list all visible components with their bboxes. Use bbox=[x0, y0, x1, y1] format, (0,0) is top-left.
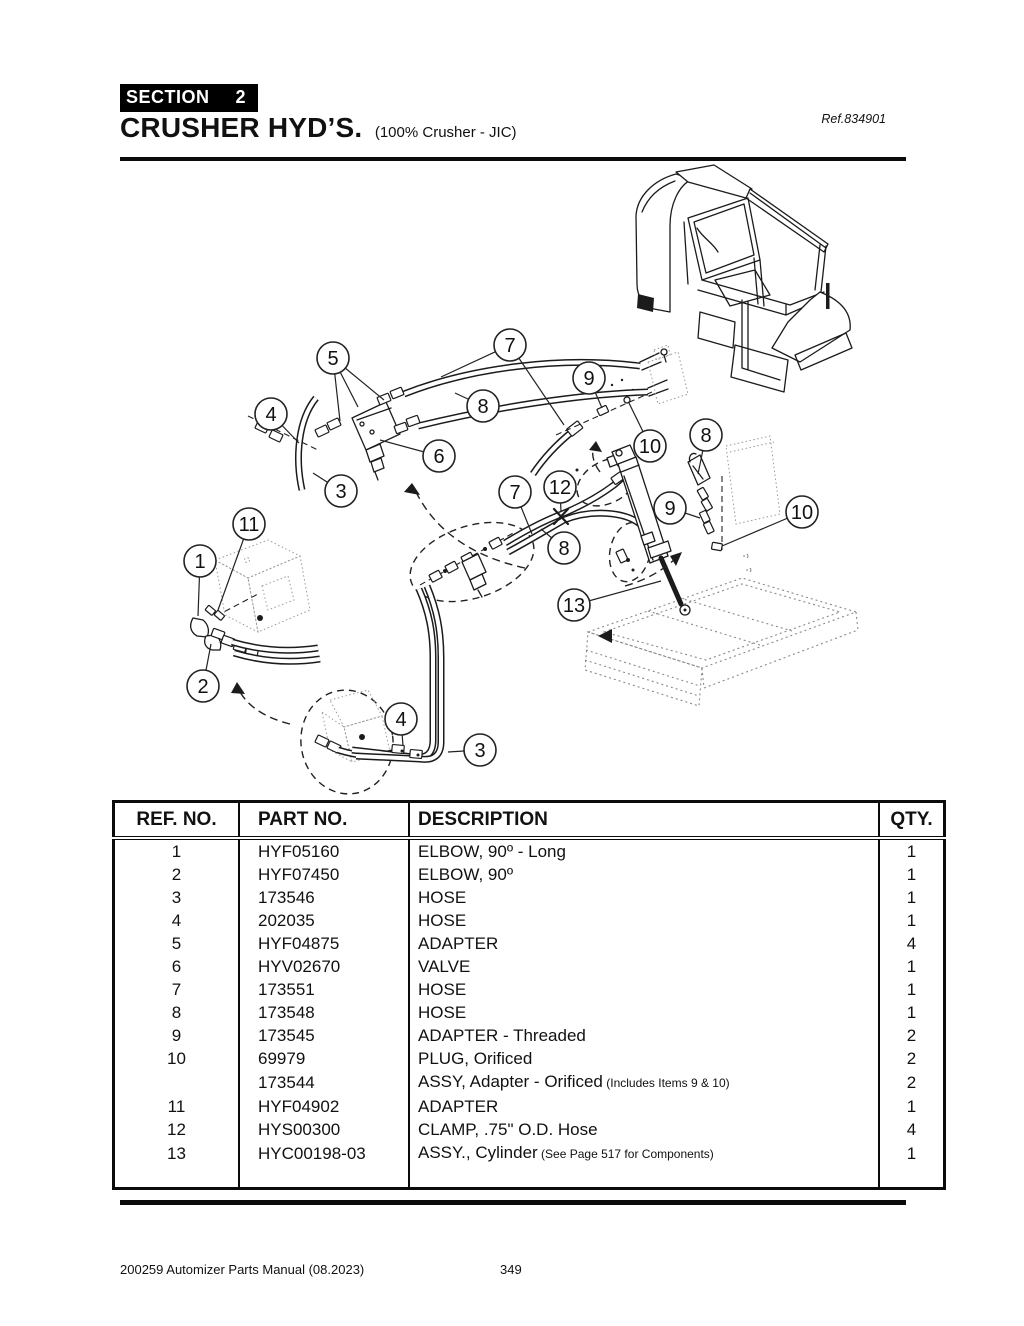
table-cell: 1 bbox=[879, 1001, 945, 1024]
table-cell: 3 bbox=[171, 888, 182, 907]
table-cell: 1 bbox=[879, 1141, 945, 1166]
callout-number: 10 bbox=[638, 436, 662, 458]
table-cell bbox=[114, 1166, 240, 1189]
table-row bbox=[114, 886, 945, 909]
callout-number: 6 bbox=[433, 446, 445, 468]
table-cell: HOSE bbox=[409, 886, 879, 909]
footer-page-number: 349 bbox=[500, 1262, 522, 1277]
table-cell: ASSY., Cylinder (See Page 517 for Components) bbox=[409, 1141, 879, 1166]
callout-number: 13 bbox=[562, 595, 586, 617]
ref-number: Ref.834901 bbox=[821, 112, 886, 126]
table-cell: 1 bbox=[879, 886, 945, 909]
table-cell: ASSY, Adapter - Orificed (Includes Items 9 & 10) bbox=[409, 1070, 879, 1095]
table-row bbox=[114, 1001, 945, 1024]
table-cell: 173551 bbox=[239, 978, 409, 1001]
spacer-row bbox=[114, 1166, 945, 1189]
callout-number: 8 bbox=[477, 396, 489, 418]
table-cell bbox=[409, 1166, 879, 1189]
table-cell: 9 bbox=[171, 1026, 182, 1045]
bottom-rule bbox=[120, 1200, 906, 1205]
table-row bbox=[114, 863, 945, 886]
table-row bbox=[114, 932, 945, 955]
table-cell: 173544 bbox=[239, 1070, 409, 1095]
callout-number: 5 bbox=[327, 348, 339, 370]
callout-number: 1 bbox=[194, 551, 206, 573]
table-cell: ELBOW, 90º - Long bbox=[409, 838, 879, 863]
pump-ghost-bottom bbox=[294, 684, 400, 800]
table-cell: HYF07450 bbox=[239, 863, 409, 886]
table-row bbox=[114, 838, 945, 863]
table-cell: 2 bbox=[879, 1070, 945, 1095]
table-cell: 5 bbox=[171, 934, 182, 953]
table-row bbox=[114, 1141, 945, 1166]
table-cell: HYF04875 bbox=[239, 932, 409, 955]
table-row bbox=[114, 909, 945, 932]
deck-ghost bbox=[585, 554, 858, 706]
table-cell: 173545 bbox=[239, 1024, 409, 1047]
pump-ghost bbox=[215, 540, 310, 632]
callout-number: 7 bbox=[509, 482, 521, 504]
callout-number: 4 bbox=[395, 709, 407, 731]
table-cell: ADAPTER - Threaded bbox=[409, 1024, 879, 1047]
table-cell: 2 bbox=[879, 1024, 945, 1047]
table-row bbox=[114, 1095, 945, 1118]
table-cell: 6 bbox=[171, 957, 182, 976]
callout-number: 8 bbox=[558, 538, 570, 560]
table-cell: 10 bbox=[167, 1049, 186, 1068]
page-title: CRUSHER HYD’S. bbox=[120, 112, 363, 143]
table-cell: HYC00198-03 bbox=[239, 1141, 409, 1166]
callout-number: 11 bbox=[238, 514, 260, 536]
table-cell: CLAMP, .75" O.D. Hose bbox=[409, 1118, 879, 1141]
table-cell: HYS00300 bbox=[239, 1118, 409, 1141]
callout-number: 9 bbox=[583, 368, 595, 390]
table-cell: HYF05160 bbox=[239, 838, 409, 863]
table-cell: 1 bbox=[879, 909, 945, 932]
table-cell: HOSE bbox=[409, 978, 879, 1001]
table-cell: HOSE bbox=[409, 1001, 879, 1024]
callout-number: 2 bbox=[197, 676, 209, 698]
table-row bbox=[114, 1047, 945, 1070]
section-label: SECTION bbox=[126, 87, 210, 107]
footer-manual-info: 200259 Automizer Parts Manual (08.2023) bbox=[120, 1262, 365, 1277]
callout-number: 9 bbox=[664, 498, 676, 520]
table-cell: 202035 bbox=[239, 909, 409, 932]
table-cell: 8 bbox=[171, 1003, 182, 1022]
table-cell: HOSE bbox=[409, 909, 879, 932]
table-cell bbox=[879, 1166, 945, 1189]
column-header: QTY. bbox=[879, 802, 945, 839]
table-cell: 12 bbox=[167, 1120, 186, 1139]
parts-table-head bbox=[114, 802, 945, 839]
table-cell: ADAPTER bbox=[409, 1095, 879, 1118]
table-cell: HYF04902 bbox=[239, 1095, 409, 1118]
table-row bbox=[114, 1070, 945, 1095]
table-cell: 1 bbox=[879, 1095, 945, 1118]
callout-number: 10 bbox=[790, 502, 814, 524]
table-cell: 1 bbox=[171, 842, 182, 861]
table-cell: 7 bbox=[171, 980, 182, 999]
parts-table-body bbox=[114, 838, 945, 1189]
table-cell: ELBOW, 90º bbox=[409, 863, 879, 886]
table-cell: 1 bbox=[879, 955, 945, 978]
description-note: (See Page 517 for Components) bbox=[537, 1147, 714, 1161]
table-cell bbox=[114, 1070, 240, 1095]
table-cell: 4 bbox=[879, 932, 945, 955]
callout-number: 4 bbox=[265, 404, 277, 426]
table-cell: 2 bbox=[879, 1047, 945, 1070]
table-cell: 173548 bbox=[239, 1001, 409, 1024]
cab-sketch bbox=[611, 165, 852, 392]
junction-assembly bbox=[400, 448, 659, 616]
description-note: (Includes Items 9 & 10) bbox=[602, 1076, 730, 1090]
table-cell: 11 bbox=[167, 1097, 186, 1116]
header-rule bbox=[120, 157, 906, 161]
table-cell bbox=[239, 1166, 409, 1189]
table-cell: 1 bbox=[879, 863, 945, 886]
table-cell: HYV02670 bbox=[239, 955, 409, 978]
table-row bbox=[114, 1024, 945, 1047]
section-badge bbox=[120, 84, 258, 112]
parts-table bbox=[112, 800, 946, 1190]
callout-number: 3 bbox=[335, 481, 347, 503]
table-cell: PLUG, Orificed bbox=[409, 1047, 879, 1070]
table-cell: ADAPTER bbox=[409, 932, 879, 955]
table-cell: 1 bbox=[879, 978, 945, 1001]
table-row bbox=[114, 1118, 945, 1141]
table-row bbox=[114, 978, 945, 1001]
section-number: 2 bbox=[235, 87, 247, 107]
table-cell: 13 bbox=[167, 1144, 186, 1163]
table-cell: VALVE bbox=[409, 955, 879, 978]
callout-number: 8 bbox=[700, 425, 712, 447]
callout-number: 12 bbox=[548, 477, 572, 499]
parts-diagram bbox=[0, 162, 1024, 807]
table-cell: 4 bbox=[879, 1118, 945, 1141]
table-cell: 2 bbox=[171, 865, 182, 884]
page-subtitle: (100% Crusher - JIC) bbox=[374, 124, 517, 141]
table-row bbox=[114, 955, 945, 978]
callout-number: 3 bbox=[474, 740, 486, 762]
column-header: REF. NO. bbox=[114, 802, 240, 839]
column-header: DESCRIPTION bbox=[409, 802, 879, 839]
table-cell: 1 bbox=[879, 838, 945, 863]
table-cell: 69979 bbox=[239, 1047, 409, 1070]
column-header: PART NO. bbox=[239, 802, 409, 839]
callout-number: 7 bbox=[504, 335, 516, 357]
table-cell: 4 bbox=[171, 911, 182, 930]
callout-balloons bbox=[184, 329, 818, 766]
table-cell: 173546 bbox=[239, 886, 409, 909]
